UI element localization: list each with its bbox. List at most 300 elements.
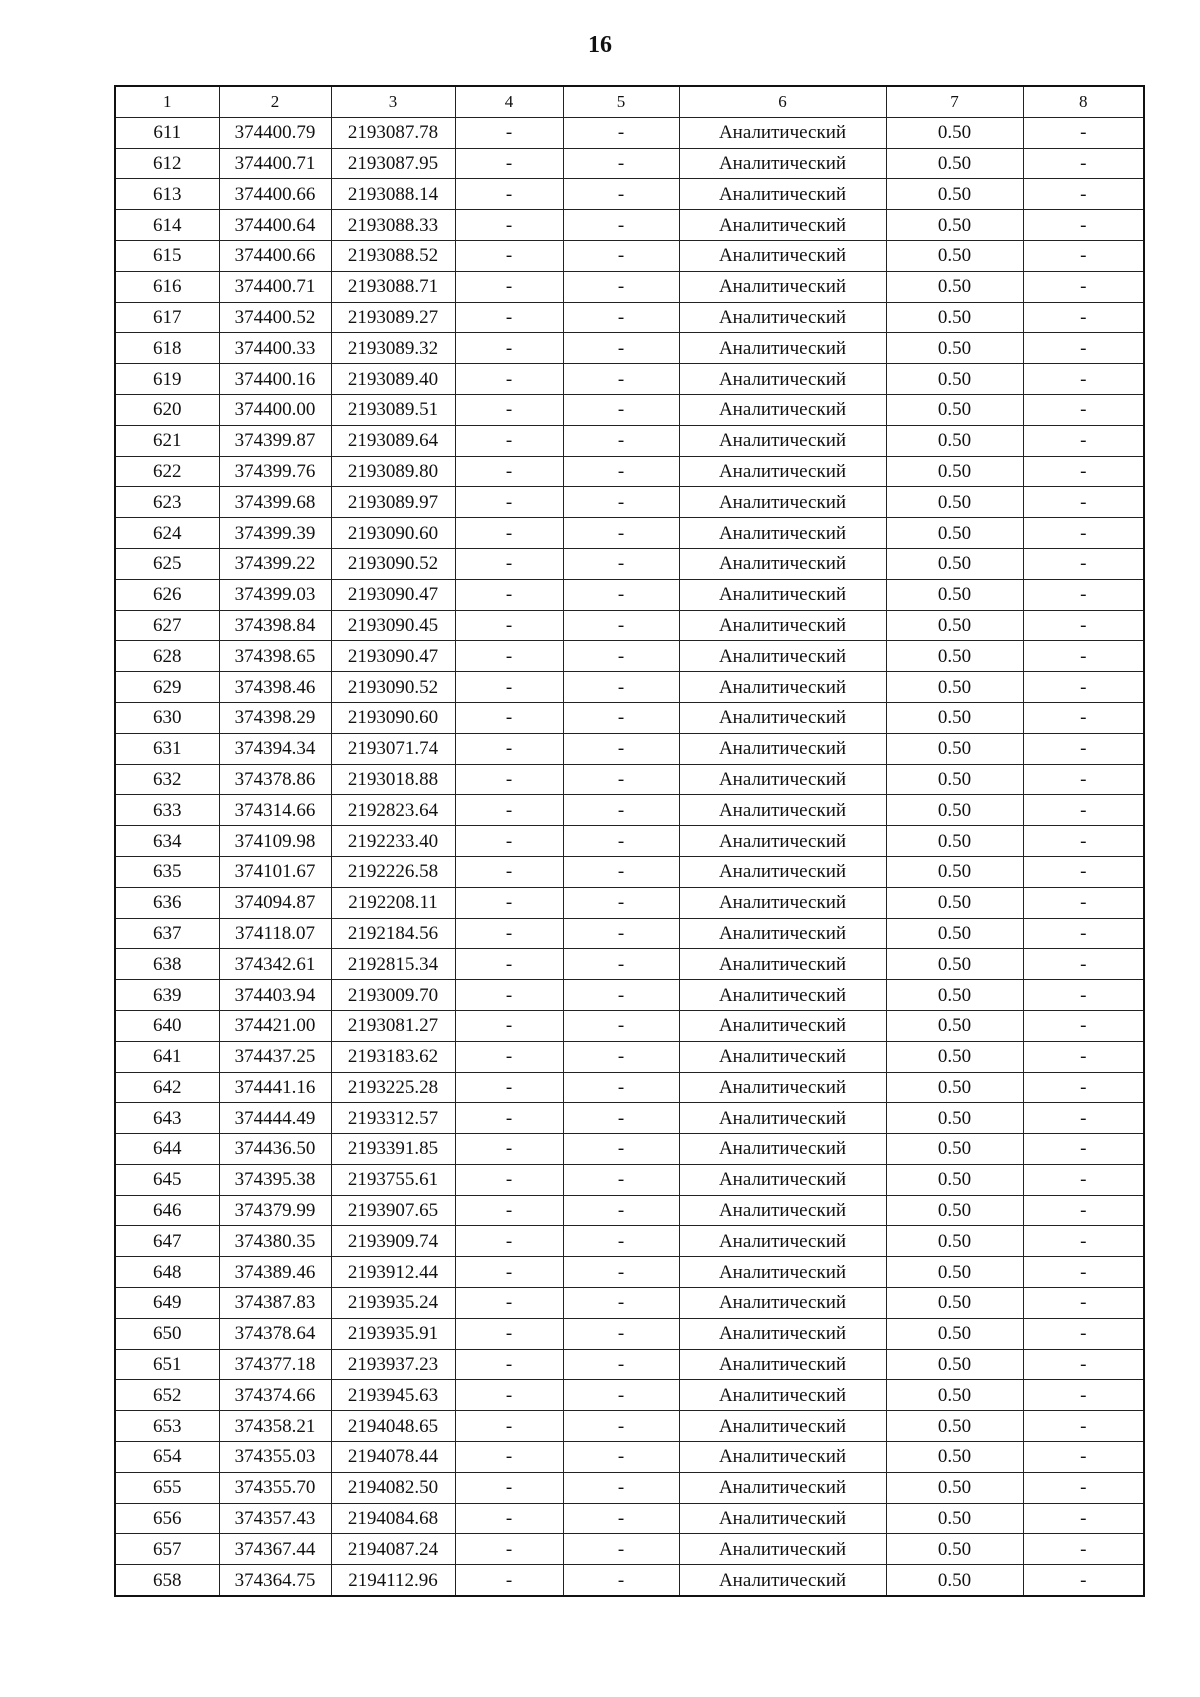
column-5-cell: - [563, 887, 679, 918]
column-5-cell: - [563, 1164, 679, 1195]
point-number-cell: 642 [115, 1072, 219, 1103]
column-8-cell: - [1023, 1288, 1144, 1319]
accuracy-cell: 0.50 [886, 764, 1023, 795]
table-row [115, 1288, 1144, 1319]
x-coordinate-cell: 374389.46 [219, 1257, 331, 1288]
table-row [115, 1442, 1144, 1473]
table-row [115, 733, 1144, 764]
y-coordinate-cell: 2193183.62 [331, 1041, 455, 1072]
column-5-cell: - [563, 456, 679, 487]
accuracy-cell: 0.50 [886, 672, 1023, 703]
column-4-cell: - [455, 425, 563, 456]
column-header: 6 [679, 86, 886, 117]
column-4-cell: - [455, 1534, 563, 1565]
accuracy-cell: 0.50 [886, 887, 1023, 918]
table-row [115, 1072, 1144, 1103]
table-row [115, 826, 1144, 857]
point-number-cell: 626 [115, 579, 219, 610]
point-number-cell: 634 [115, 826, 219, 857]
point-number-cell: 622 [115, 456, 219, 487]
method-cell: Аналитический [679, 179, 886, 210]
y-coordinate-cell: 2193090.60 [331, 518, 455, 549]
accuracy-cell: 0.50 [886, 641, 1023, 672]
method-cell: Аналитический [679, 733, 886, 764]
point-number-cell: 656 [115, 1503, 219, 1534]
point-number-cell: 614 [115, 210, 219, 241]
column-4-cell: - [455, 210, 563, 241]
y-coordinate-cell: 2193089.27 [331, 302, 455, 333]
column-header: 7 [886, 86, 1023, 117]
column-4-cell: - [455, 333, 563, 364]
accuracy-cell: 0.50 [886, 117, 1023, 148]
table-row [115, 887, 1144, 918]
column-4-cell: - [455, 1442, 563, 1473]
x-coordinate-cell: 374441.16 [219, 1072, 331, 1103]
accuracy-cell: 0.50 [886, 702, 1023, 733]
column-8-cell: - [1023, 179, 1144, 210]
accuracy-cell: 0.50 [886, 1411, 1023, 1442]
column-4-cell: - [455, 518, 563, 549]
method-cell: Аналитический [679, 1103, 886, 1134]
y-coordinate-cell: 2193090.47 [331, 641, 455, 672]
accuracy-cell: 0.50 [886, 487, 1023, 518]
point-number-cell: 621 [115, 425, 219, 456]
column-5-cell: - [563, 1072, 679, 1103]
x-coordinate-cell: 374109.98 [219, 826, 331, 857]
column-5-cell: - [563, 949, 679, 980]
x-coordinate-cell: 374399.87 [219, 425, 331, 456]
column-8-cell: - [1023, 1072, 1144, 1103]
column-8-cell: - [1023, 641, 1144, 672]
method-cell: Аналитический [679, 364, 886, 395]
y-coordinate-cell: 2193090.47 [331, 579, 455, 610]
y-coordinate-cell: 2193087.78 [331, 117, 455, 148]
point-number-cell: 655 [115, 1472, 219, 1503]
y-coordinate-cell: 2193087.95 [331, 148, 455, 179]
column-8-cell: - [1023, 795, 1144, 826]
method-cell: Аналитический [679, 579, 886, 610]
column-8-cell: - [1023, 826, 1144, 857]
table-row [115, 364, 1144, 395]
column-8-cell: - [1023, 1565, 1144, 1596]
x-coordinate-cell: 374400.33 [219, 333, 331, 364]
accuracy-cell: 0.50 [886, 333, 1023, 364]
column-4-cell: - [455, 764, 563, 795]
y-coordinate-cell: 2193089.64 [331, 425, 455, 456]
y-coordinate-cell: 2193089.80 [331, 456, 455, 487]
column-5-cell: - [563, 918, 679, 949]
method-cell: Аналитический [679, 333, 886, 364]
point-number-cell: 651 [115, 1349, 219, 1380]
table-row [115, 1411, 1144, 1442]
method-cell: Аналитический [679, 548, 886, 579]
column-8-cell: - [1023, 425, 1144, 456]
column-5-cell: - [563, 1565, 679, 1596]
y-coordinate-cell: 2193391.85 [331, 1134, 455, 1165]
method-cell: Аналитический [679, 394, 886, 425]
y-coordinate-cell: 2193088.52 [331, 240, 455, 271]
x-coordinate-cell: 374400.79 [219, 117, 331, 148]
method-cell: Аналитический [679, 1072, 886, 1103]
column-5-cell: - [563, 394, 679, 425]
table-row [115, 672, 1144, 703]
column-5-cell: - [563, 1226, 679, 1257]
column-5-cell: - [563, 1041, 679, 1072]
column-4-cell: - [455, 1565, 563, 1596]
x-coordinate-cell: 374387.83 [219, 1288, 331, 1319]
column-5-cell: - [563, 1318, 679, 1349]
column-5-cell: - [563, 1103, 679, 1134]
x-coordinate-cell: 374400.71 [219, 148, 331, 179]
point-number-cell: 641 [115, 1041, 219, 1072]
accuracy-cell: 0.50 [886, 733, 1023, 764]
point-number-cell: 624 [115, 518, 219, 549]
y-coordinate-cell: 2193089.97 [331, 487, 455, 518]
method-cell: Аналитический [679, 1195, 886, 1226]
column-4-cell: - [455, 856, 563, 887]
column-4-cell: - [455, 918, 563, 949]
column-4-cell: - [455, 610, 563, 641]
point-number-cell: 623 [115, 487, 219, 518]
point-number-cell: 652 [115, 1380, 219, 1411]
accuracy-cell: 0.50 [886, 1288, 1023, 1319]
accuracy-cell: 0.50 [886, 1010, 1023, 1041]
point-number-cell: 632 [115, 764, 219, 795]
column-5-cell: - [563, 1534, 679, 1565]
accuracy-cell: 0.50 [886, 1318, 1023, 1349]
column-5-cell: - [563, 487, 679, 518]
column-8-cell: - [1023, 518, 1144, 549]
table-row [115, 1565, 1144, 1596]
column-8-cell: - [1023, 1041, 1144, 1072]
method-cell: Аналитический [679, 456, 886, 487]
accuracy-cell: 0.50 [886, 949, 1023, 980]
point-number-cell: 647 [115, 1226, 219, 1257]
x-coordinate-cell: 374437.25 [219, 1041, 331, 1072]
column-8-cell: - [1023, 148, 1144, 179]
table-row [115, 949, 1144, 980]
method-cell: Аналитический [679, 1349, 886, 1380]
column-5-cell: - [563, 1195, 679, 1226]
table-row [115, 179, 1144, 210]
point-number-cell: 654 [115, 1442, 219, 1473]
table-row [115, 1103, 1144, 1134]
point-number-cell: 633 [115, 795, 219, 826]
accuracy-cell: 0.50 [886, 918, 1023, 949]
point-number-cell: 645 [115, 1164, 219, 1195]
point-number-cell: 639 [115, 980, 219, 1011]
accuracy-cell: 0.50 [886, 1380, 1023, 1411]
y-coordinate-cell: 2192226.58 [331, 856, 455, 887]
column-5-cell: - [563, 364, 679, 395]
y-coordinate-cell: 2192815.34 [331, 949, 455, 980]
column-8-cell: - [1023, 1103, 1144, 1134]
x-coordinate-cell: 374377.18 [219, 1349, 331, 1380]
accuracy-cell: 0.50 [886, 456, 1023, 487]
accuracy-cell: 0.50 [886, 1072, 1023, 1103]
column-4-cell: - [455, 1134, 563, 1165]
x-coordinate-cell: 374400.66 [219, 179, 331, 210]
column-4-cell: - [455, 548, 563, 579]
column-4-cell: - [455, 949, 563, 980]
method-cell: Аналитический [679, 1226, 886, 1257]
table-row [115, 1534, 1144, 1565]
x-coordinate-cell: 374118.07 [219, 918, 331, 949]
method-cell: Аналитический [679, 887, 886, 918]
column-header: 5 [563, 86, 679, 117]
x-coordinate-cell: 374378.86 [219, 764, 331, 795]
table-row [115, 302, 1144, 333]
table-row [115, 1134, 1144, 1165]
table-row [115, 117, 1144, 148]
column-header: 3 [331, 86, 455, 117]
y-coordinate-cell: 2193088.14 [331, 179, 455, 210]
x-coordinate-cell: 374314.66 [219, 795, 331, 826]
accuracy-cell: 0.50 [886, 1103, 1023, 1134]
column-5-cell: - [563, 826, 679, 857]
column-8-cell: - [1023, 949, 1144, 980]
table-row [115, 487, 1144, 518]
point-number-cell: 636 [115, 887, 219, 918]
method-cell: Аналитический [679, 980, 886, 1011]
method-cell: Аналитический [679, 1503, 886, 1534]
column-8-cell: - [1023, 672, 1144, 703]
method-cell: Аналитический [679, 518, 886, 549]
column-5-cell: - [563, 548, 679, 579]
method-cell: Аналитический [679, 764, 886, 795]
y-coordinate-cell: 2193937.23 [331, 1349, 455, 1380]
method-cell: Аналитический [679, 856, 886, 887]
column-8-cell: - [1023, 394, 1144, 425]
point-number-cell: 629 [115, 672, 219, 703]
table-row [115, 610, 1144, 641]
table-row [115, 1503, 1144, 1534]
column-8-cell: - [1023, 610, 1144, 641]
column-8-cell: - [1023, 733, 1144, 764]
x-coordinate-cell: 374094.87 [219, 887, 331, 918]
column-5-cell: - [563, 179, 679, 210]
x-coordinate-cell: 374403.94 [219, 980, 331, 1011]
x-coordinate-cell: 374399.76 [219, 456, 331, 487]
column-4-cell: - [455, 1288, 563, 1319]
column-5-cell: - [563, 425, 679, 456]
method-cell: Аналитический [679, 1257, 886, 1288]
method-cell: Аналитический [679, 240, 886, 271]
table-row [115, 1380, 1144, 1411]
column-4-cell: - [455, 240, 563, 271]
point-number-cell: 640 [115, 1010, 219, 1041]
accuracy-cell: 0.50 [886, 826, 1023, 857]
point-number-cell: 612 [115, 148, 219, 179]
x-coordinate-cell: 374399.68 [219, 487, 331, 518]
x-coordinate-cell: 374395.38 [219, 1164, 331, 1195]
column-8-cell: - [1023, 887, 1144, 918]
table-row [115, 271, 1144, 302]
accuracy-cell: 0.50 [886, 425, 1023, 456]
y-coordinate-cell: 2193081.27 [331, 1010, 455, 1041]
y-coordinate-cell: 2193071.74 [331, 733, 455, 764]
column-4-cell: - [455, 1041, 563, 1072]
column-5-cell: - [563, 579, 679, 610]
column-8-cell: - [1023, 487, 1144, 518]
accuracy-cell: 0.50 [886, 1503, 1023, 1534]
column-4-cell: - [455, 887, 563, 918]
x-coordinate-cell: 374400.00 [219, 394, 331, 425]
column-5-cell: - [563, 148, 679, 179]
accuracy-cell: 0.50 [886, 548, 1023, 579]
accuracy-cell: 0.50 [886, 1472, 1023, 1503]
table-row [115, 1349, 1144, 1380]
x-coordinate-cell: 374374.66 [219, 1380, 331, 1411]
y-coordinate-cell: 2193009.70 [331, 980, 455, 1011]
accuracy-cell: 0.50 [886, 210, 1023, 241]
column-4-cell: - [455, 302, 563, 333]
table-row [115, 795, 1144, 826]
column-5-cell: - [563, 1411, 679, 1442]
column-5-cell: - [563, 702, 679, 733]
table-row [115, 333, 1144, 364]
method-cell: Аналитический [679, 1411, 886, 1442]
column-5-cell: - [563, 1349, 679, 1380]
accuracy-cell: 0.50 [886, 240, 1023, 271]
column-4-cell: - [455, 579, 563, 610]
x-coordinate-cell: 374400.52 [219, 302, 331, 333]
column-4-cell: - [455, 179, 563, 210]
method-cell: Аналитический [679, 425, 886, 456]
method-cell: Аналитический [679, 487, 886, 518]
table-row [115, 702, 1144, 733]
column-4-cell: - [455, 795, 563, 826]
column-5-cell: - [563, 764, 679, 795]
coordinate-table [114, 85, 1145, 1597]
table-row [115, 456, 1144, 487]
accuracy-cell: 0.50 [886, 579, 1023, 610]
y-coordinate-cell: 2193088.71 [331, 271, 455, 302]
table-row [115, 1010, 1144, 1041]
column-8-cell: - [1023, 1442, 1144, 1473]
column-header: 1 [115, 86, 219, 117]
x-coordinate-cell: 374380.35 [219, 1226, 331, 1257]
column-8-cell: - [1023, 302, 1144, 333]
table-row [115, 394, 1144, 425]
x-coordinate-cell: 374378.64 [219, 1318, 331, 1349]
x-coordinate-cell: 374357.43 [219, 1503, 331, 1534]
table-row [115, 856, 1144, 887]
column-4-cell: - [455, 1195, 563, 1226]
method-cell: Аналитический [679, 148, 886, 179]
column-4-cell: - [455, 641, 563, 672]
column-4-cell: - [455, 117, 563, 148]
method-cell: Аналитический [679, 702, 886, 733]
point-number-cell: 613 [115, 179, 219, 210]
column-8-cell: - [1023, 1503, 1144, 1534]
column-header: 8 [1023, 86, 1144, 117]
table-row [115, 148, 1144, 179]
column-4-cell: - [455, 1349, 563, 1380]
method-cell: Аналитический [679, 795, 886, 826]
table-header-row [115, 86, 1144, 117]
column-5-cell: - [563, 1010, 679, 1041]
column-4-cell: - [455, 456, 563, 487]
table-row [115, 425, 1144, 456]
column-5-cell: - [563, 302, 679, 333]
x-coordinate-cell: 374364.75 [219, 1565, 331, 1596]
y-coordinate-cell: 2194082.50 [331, 1472, 455, 1503]
column-5-cell: - [563, 1472, 679, 1503]
x-coordinate-cell: 374398.65 [219, 641, 331, 672]
method-cell: Аналитический [679, 302, 886, 333]
accuracy-cell: 0.50 [886, 1041, 1023, 1072]
column-5-cell: - [563, 1442, 679, 1473]
column-5-cell: - [563, 518, 679, 549]
point-number-cell: 630 [115, 702, 219, 733]
column-8-cell: - [1023, 918, 1144, 949]
column-8-cell: - [1023, 579, 1144, 610]
point-number-cell: 615 [115, 240, 219, 271]
accuracy-cell: 0.50 [886, 518, 1023, 549]
x-coordinate-cell: 374101.67 [219, 856, 331, 887]
point-number-cell: 643 [115, 1103, 219, 1134]
point-number-cell: 649 [115, 1288, 219, 1319]
table-row [115, 1226, 1144, 1257]
column-5-cell: - [563, 672, 679, 703]
column-8-cell: - [1023, 1349, 1144, 1380]
accuracy-cell: 0.50 [886, 271, 1023, 302]
x-coordinate-cell: 374400.64 [219, 210, 331, 241]
column-5-cell: - [563, 117, 679, 148]
y-coordinate-cell: 2193755.61 [331, 1164, 455, 1195]
y-coordinate-cell: 2193018.88 [331, 764, 455, 795]
column-8-cell: - [1023, 1380, 1144, 1411]
y-coordinate-cell: 2193089.32 [331, 333, 455, 364]
x-coordinate-cell: 374394.34 [219, 733, 331, 764]
column-8-cell: - [1023, 1411, 1144, 1442]
method-cell: Аналитический [679, 918, 886, 949]
table-row [115, 1164, 1144, 1195]
y-coordinate-cell: 2193912.44 [331, 1257, 455, 1288]
accuracy-cell: 0.50 [886, 1226, 1023, 1257]
page-number: 16 [588, 32, 612, 58]
point-number-cell: 635 [115, 856, 219, 887]
point-number-cell: 631 [115, 733, 219, 764]
method-cell: Аналитический [679, 641, 886, 672]
x-coordinate-cell: 374400.66 [219, 240, 331, 271]
accuracy-cell: 0.50 [886, 1134, 1023, 1165]
accuracy-cell: 0.50 [886, 1349, 1023, 1380]
table-row [115, 210, 1144, 241]
column-8-cell: - [1023, 456, 1144, 487]
y-coordinate-cell: 2193945.63 [331, 1380, 455, 1411]
point-number-cell: 638 [115, 949, 219, 980]
x-coordinate-cell: 374358.21 [219, 1411, 331, 1442]
method-cell: Аналитический [679, 826, 886, 857]
y-coordinate-cell: 2193089.40 [331, 364, 455, 395]
method-cell: Аналитический [679, 1288, 886, 1319]
column-5-cell: - [563, 1134, 679, 1165]
x-coordinate-cell: 374398.46 [219, 672, 331, 703]
column-header: 2 [219, 86, 331, 117]
column-8-cell: - [1023, 1534, 1144, 1565]
y-coordinate-cell: 2194084.68 [331, 1503, 455, 1534]
point-number-cell: 628 [115, 641, 219, 672]
y-coordinate-cell: 2193909.74 [331, 1226, 455, 1257]
column-5-cell: - [563, 610, 679, 641]
table-row [115, 518, 1144, 549]
column-8-cell: - [1023, 1318, 1144, 1349]
column-8-cell: - [1023, 210, 1144, 241]
table-row [115, 980, 1144, 1011]
column-5-cell: - [563, 1257, 679, 1288]
